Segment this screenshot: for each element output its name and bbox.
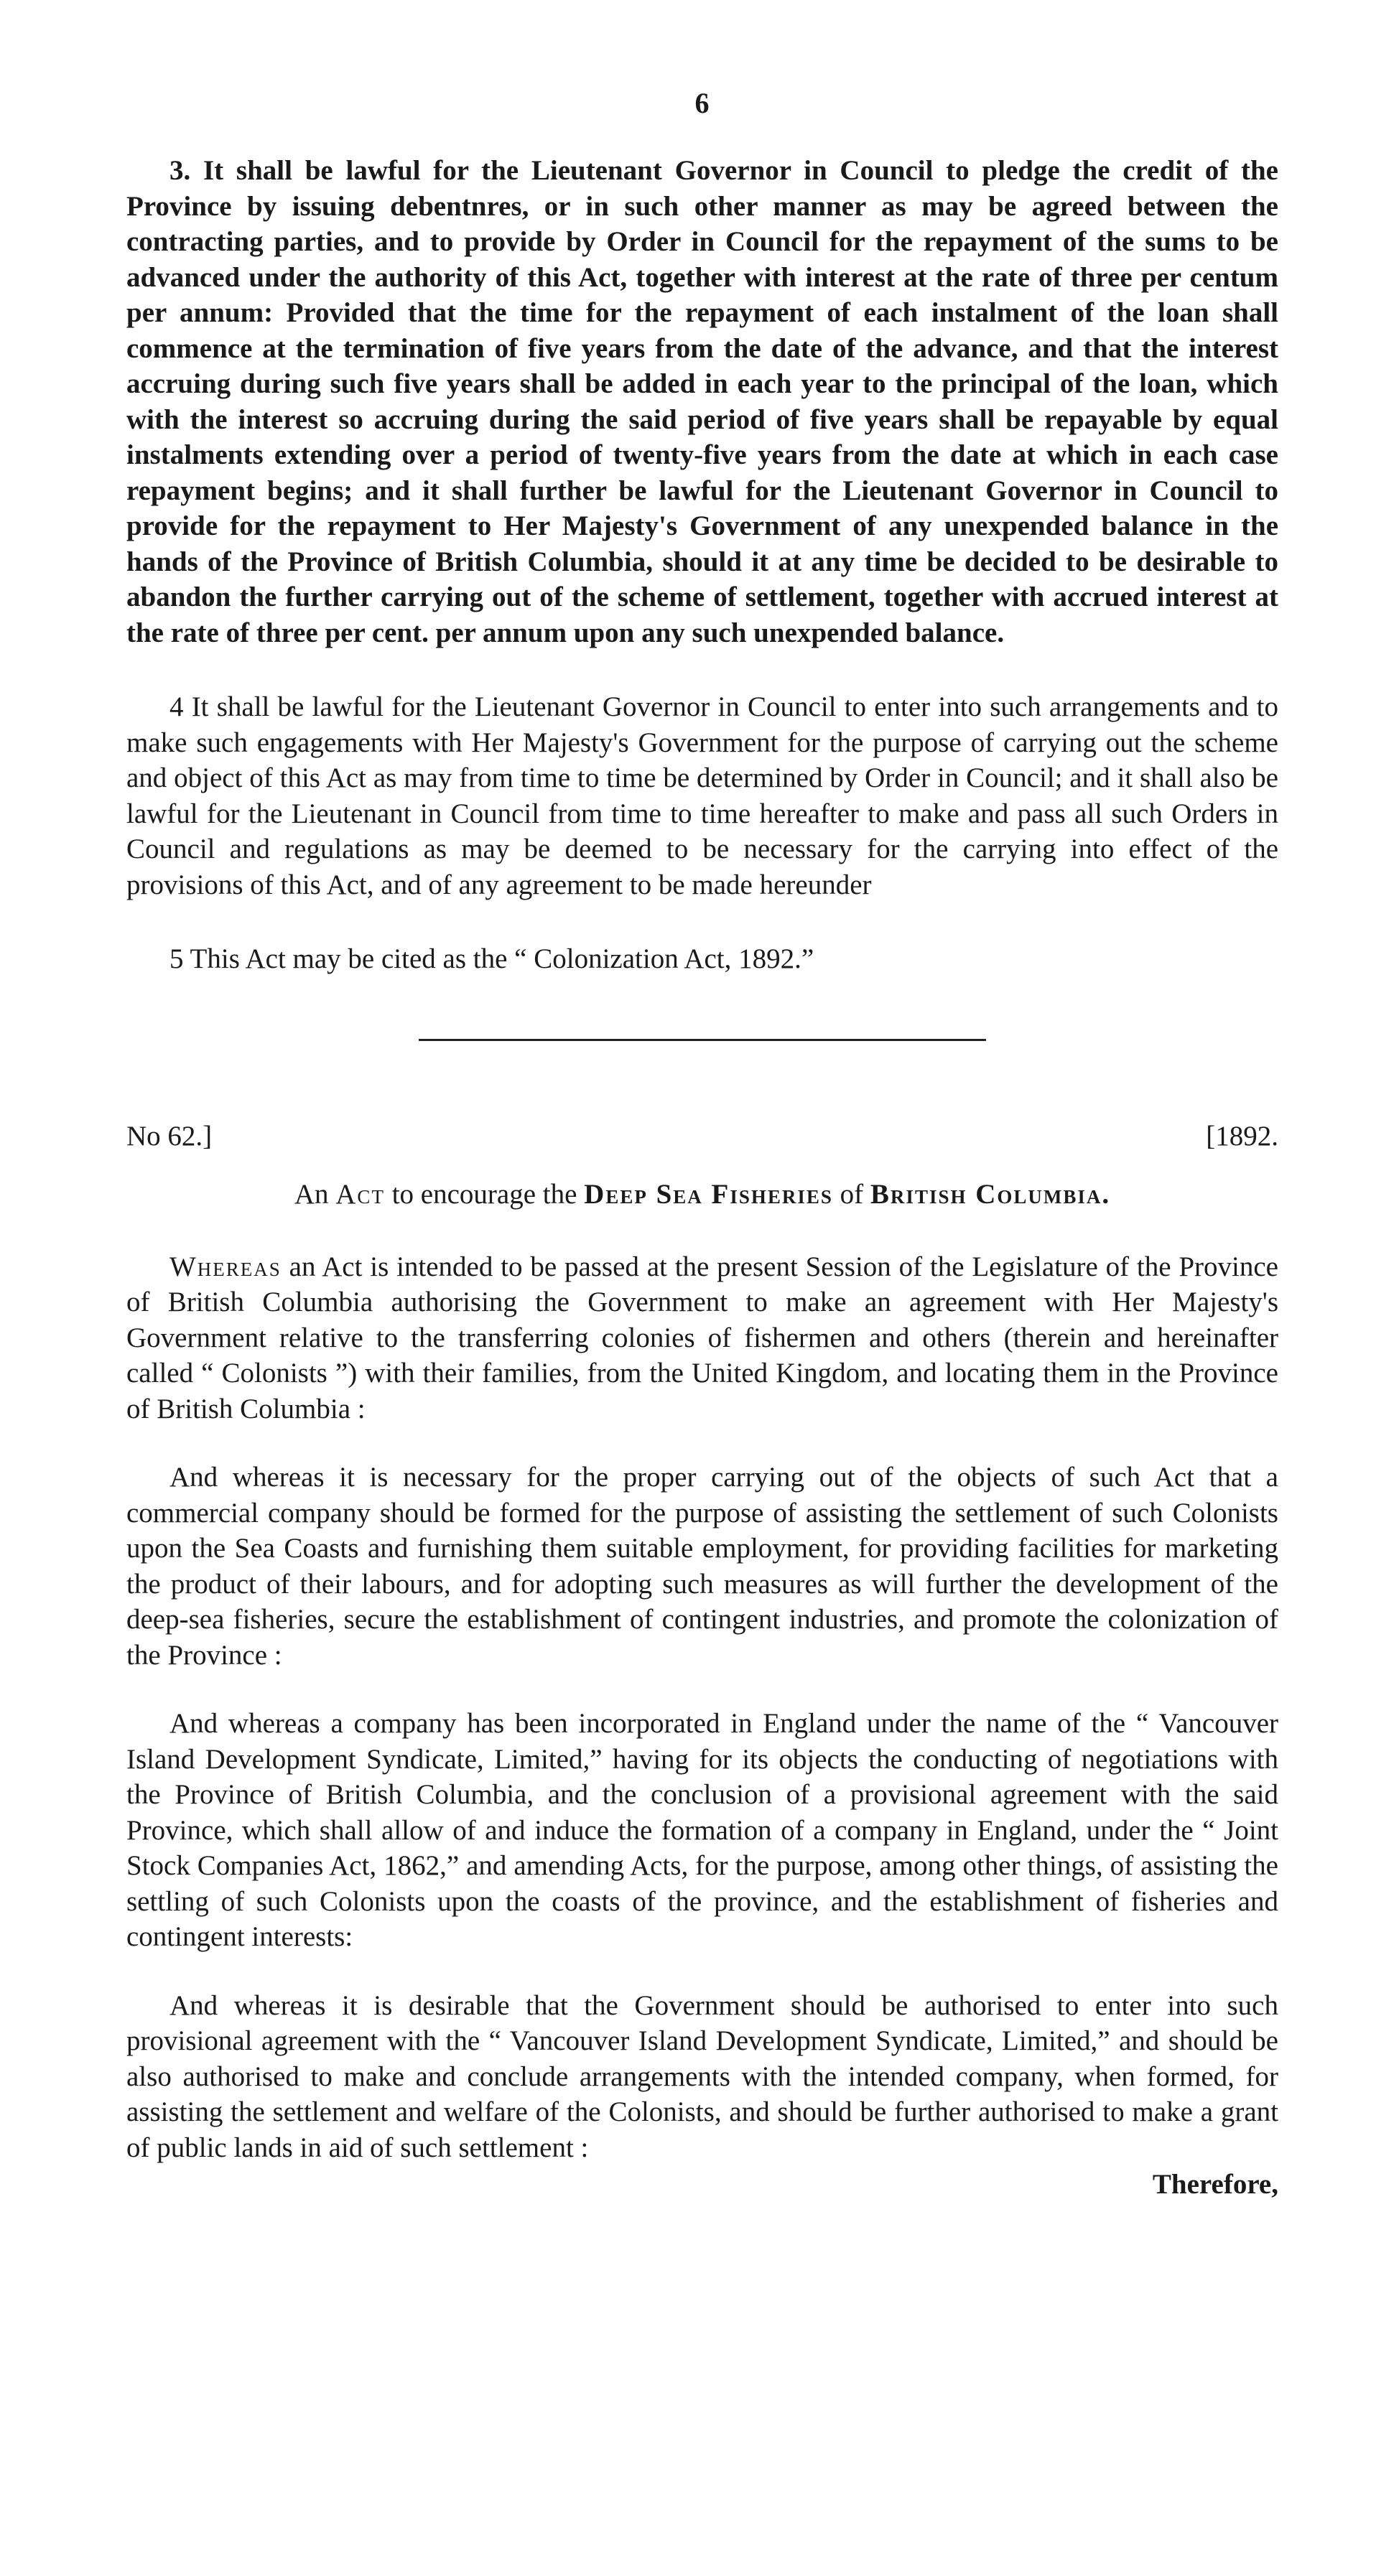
- preamble-paragraph-4: [126, 1988, 1278, 2166]
- act-header: [126, 1120, 1278, 1152]
- section-3-text: 3. It shall be lawful for the Lieutenant Governor in Council to pledge the credit of the Province by issuing debentnres, or in such other manner as may be agreed between the contracting parties, and to provide by Order in Council for the repayment of the sums to be advanced under the authority of this Act, together with interest at the rate of three per centum per annum: Provided that the time for the repayment of each instalment of the loan shall commence at the termination of five years from the date of the advance, and that the interest accruing during such five years shall be added in each year to the principal of the loan, which with the interest so accruing during the said period of five years shall be repayable by equal instalments extending over a period of twenty-five years from the date at which in each case repayment begins; and it shall further be lawful for the Lieutenant Governor in Council to provide for the repayment to Her Majesty's Government of any unexpended balance in the hands of the Province of British Columbia, should it at any time be decided to be desirable to abandon the further carrying out of the scheme of settlement, together with accrued interest at the rate of three per cent. per annum upon any such unexpended balance.: [126, 155, 1278, 648]
- section-divider: [419, 1039, 986, 1041]
- act-title-act: Act: [335, 1178, 385, 1210]
- act-title: [126, 1178, 1278, 1210]
- act-title-province: British Columbia.: [870, 1178, 1111, 1210]
- section-5: [126, 941, 1278, 977]
- act-title-of: of: [840, 1178, 864, 1210]
- preamble-lead-word: Whereas: [169, 1251, 282, 1282]
- section-4: [126, 689, 1278, 902]
- act-number: No 62.]: [126, 1120, 213, 1152]
- preamble-paragraph-3-text: And whereas a company has been incorporated in England under the name of the “ Vancouver Island Development Syndicate, Limited,” having for its objects the conducting of negotiations with the Province of British Columbia, and the conclusion of a provisional agreement with the said Province, which shall allow of and induce the formation of a company in England, under the “ Joint Stock Companies Act, 1862,” and amending Acts, for the purpose, among other things, of assisting the settling of such Colonists upon the coasts of the province, and the establishment of fisheries and contingent interests:: [126, 1708, 1278, 1952]
- act-title-middle: to encourage the: [391, 1178, 577, 1210]
- preamble-paragraph-3: [126, 1706, 1278, 1955]
- act-year: [1892.: [1206, 1120, 1278, 1152]
- preamble-paragraph-4-text: And whereas it is desirable that the Government should be authorised to enter into such provisional agreement with the “ Vancouver Island Development Syndicate, Limited,” and should be also authorised to make and conclude arrangements with the intended company, when formed, for assisting the settlement and welfare of the Colonists, and should be further authorised to make a grant of public lands in aid of such settlement :: [126, 1989, 1278, 2163]
- preamble-paragraph-1-body: an Act is intended to be passed at the present Session of the Legislature of the Province of British Columbia authorising the Government to make an agreement with Her Majesty's Government relative to the transferring colonies of fishermen and others (therein and hereinafter called “ Colonists ”) with their families, from the United Kingdom, and locating them in the Province of British Columbia :: [126, 1251, 1278, 1424]
- preamble-paragraph-1: [126, 1249, 1278, 1427]
- document-page: [126, 86, 1278, 2201]
- preamble-paragraph-1-text: [126, 1249, 1278, 1427]
- section-3: [126, 153, 1278, 650]
- page-number: 6: [694, 87, 710, 119]
- preamble-paragraph-2-text: And whereas it is necessary for the proper carrying out of the objects of such Act that a commercial company should be formed for the purpose of assisting the settlement of such Colonists upon the Sea Coasts and furnishing them suitable employment, for providing facilities for marketing the product of their labours, and for adopting such measures as will further the development of the deep-sea fisheries, secure the establishment of contingent industries, and promote the colonization of the Province :: [126, 1462, 1278, 1671]
- act-title-prefix: An: [294, 1178, 329, 1210]
- section-4-text: 4 It shall be lawful for the Lieutenant Governor in Council to enter into such arrangements and to make such engagements with Her Majesty's Government for the purpose of carrying out the scheme and object of this Act as may from time to time be determined by Order in Council; and it shall also be lawful for the Lieutenant in Council from time to time hereafter to make and pass all such Orders in Council and regulations as may be deemed to be necessary for the carrying into effect of the provisions of this Act, and of any agreement to be made hereunder: [126, 691, 1278, 900]
- act-title-subject: Deep Sea Fisheries: [584, 1178, 833, 1210]
- preamble-paragraph-2: [126, 1460, 1278, 1673]
- section-5-text: 5 This Act may be cited as the “ Colonization Act, 1892.”: [169, 943, 814, 974]
- catchword: Therefore,: [1152, 2169, 1278, 2200]
